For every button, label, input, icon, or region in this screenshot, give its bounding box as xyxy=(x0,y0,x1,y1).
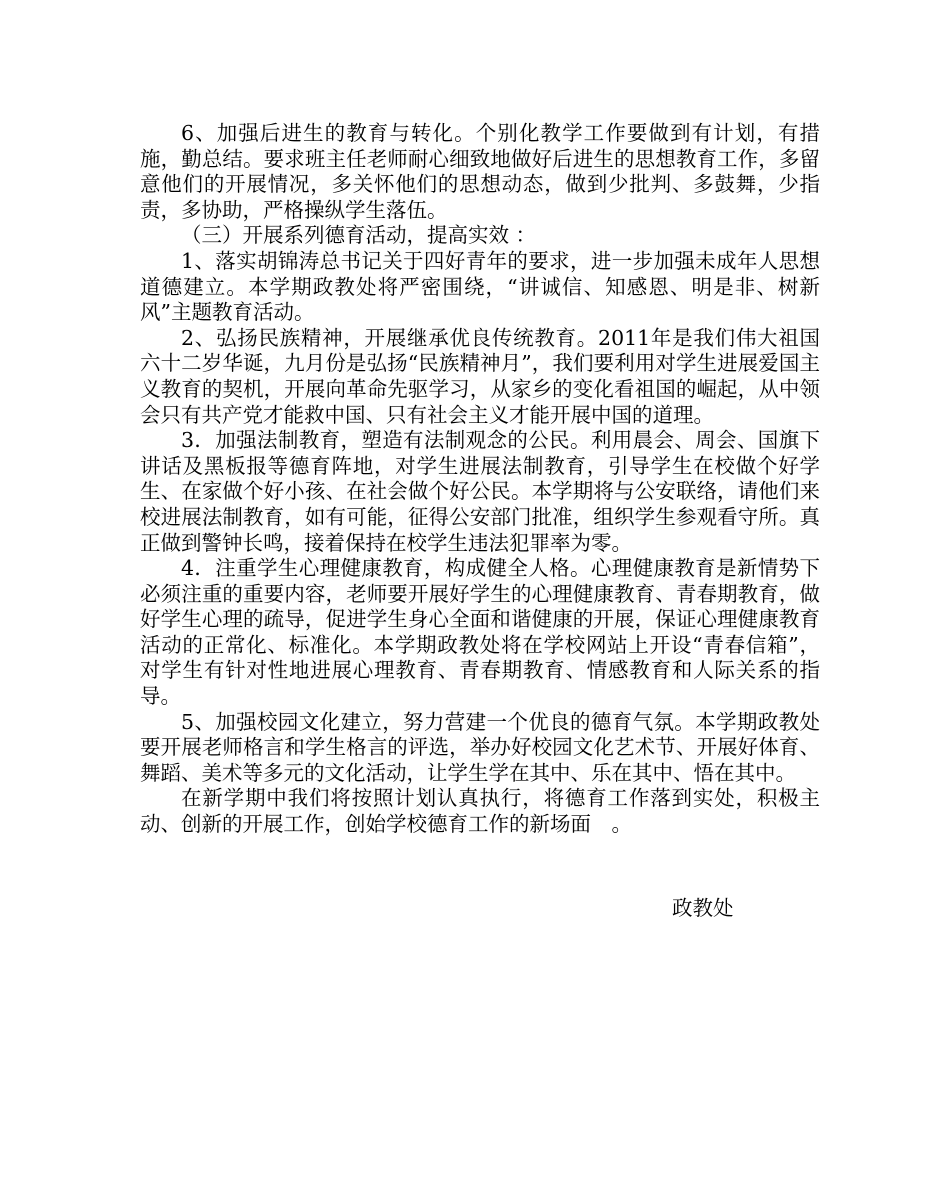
signature-department: 政教处 xyxy=(672,896,734,920)
section-heading-moral-activities: （三）开展系列德育活动，提高实效 ： xyxy=(181,223,537,248)
paragraph-four-good-youth: 1、落实胡锦涛总书记关于四好青年的要求，进一步加强未成年人思想道德建立。本学期政教处将严密围绕，“讲诚信、知感恩、明是非、树新风”主题教育活动。 xyxy=(140,248,820,325)
paragraph-conclusion: 在新学期中我们将按照计划认真执行，将德育工作落到实处，积极主动、创新的开展工作，创始学校德育工作的新场面 。 xyxy=(140,786,820,837)
paragraph-mental-health: 4．注重学生心理健康教育，构成健全人格。心理健康教育是新情势下必须注重的重要内容，老师要开展好学生的心理健康教育、青春期教育，做好学生心理的疏导，促进学生身心全面和谐健康的开展，保证心理健康教育活动的正常化、标准化。本学期政教处将在学校网站上开设“青春信箱”， 对学生有针对性地进展心理教育、青春期教育、情感教育和人际关系的指导。 xyxy=(140,556,820,709)
paragraph-national-spirit: 2、弘扬民族精神，开展继承优良传统教育。2011年是我们伟大祖国六十二岁华诞，九月份是弘扬“民族精神月”，我们要利用对学生进展爱国主义教育的契机，开展向革命先驱学习，从家乡的变化看祖国的崛起，从中领会只有共产党才能救中国、只有社会主义才能开展中国的道理。 xyxy=(140,325,820,427)
paragraph-campus-culture: 5、加强校园文化建立，努力营建一个优良的德育气氛。本学期政教处要开展老师格言和学生格言的评选，举办好校园文化艺术节、开展好体育、舞蹈、美术等多元的文化活动，让学生学在其中、乐在其中、悟在其中。 xyxy=(140,709,820,785)
document-body xyxy=(140,121,820,838)
paragraph-legal-education: 3．加强法制教育，塑造有法制观念的公民。利用晨会、周会、国旗下讲话及黑板报等德育阵地，对学生进展法制教育，引导学生在校做个好学生、在家做个好小孩、在社会做个好公民。本学期将与公安联络，请他们来校进展法制教育，如有可能，征得公安部门批准，组织学生参观看守所。真正做到警钟长鸣，接着保持在校学生违法犯罪率为零。 xyxy=(140,428,820,555)
paragraph-remedial-education: 6、加强后进生的教育与转化。个别化教学工作要做到有计划，有措施，勤总结。要求班主任老师耐心细致地做好后进生的思想教育工作，多留意他们的开展情况，多关怀他们的思想动态，做到少批判、多鼓舞，少指责，多协助，严格操纵学生落伍。 xyxy=(140,121,820,222)
